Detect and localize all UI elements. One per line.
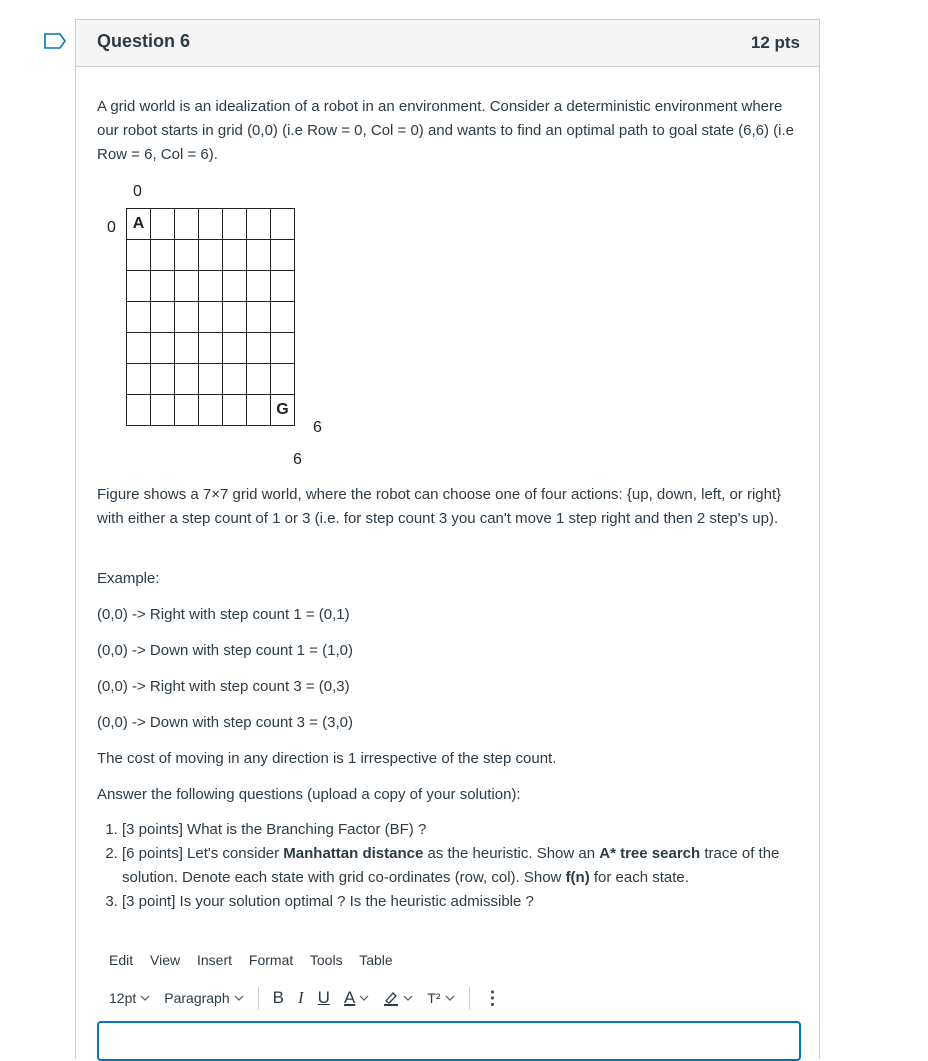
- question-item-2: [122, 842, 834, 890]
- text-color-icon: A: [343, 988, 356, 1007]
- example-line-3: (0,0) -> Right with step count 3 = (0,3): [97, 678, 350, 695]
- menu-view[interactable]: View: [150, 952, 181, 968]
- grid-row: [127, 302, 295, 333]
- grid-row: [127, 364, 295, 395]
- grid-cell: [223, 209, 247, 240]
- grid-cell: [223, 271, 247, 302]
- grid-cell: [223, 302, 247, 333]
- toolbar-divider: [469, 987, 470, 1009]
- grid-cell: [199, 209, 223, 240]
- grid-world-figure: [97, 180, 357, 470]
- question-item-2-bold-manhattan: Manhattan distance: [283, 845, 424, 862]
- chevron-down-icon: [140, 995, 150, 1001]
- grid-cell: [271, 364, 295, 395]
- grid-cell: [247, 240, 271, 271]
- answer-editor[interactable]: [97, 1021, 801, 1061]
- question-item-2-bold-astar: A* tree search: [599, 845, 701, 862]
- grid-row-label-0: 0: [107, 219, 116, 236]
- example-line-4: (0,0) -> Down with step count 3 = (3,0): [97, 714, 353, 731]
- grid-cell: [151, 364, 175, 395]
- grid-cell: [151, 240, 175, 271]
- grid-row: [127, 240, 295, 271]
- chevron-down-icon: [359, 995, 369, 1001]
- more-options-button[interactable]: ⋮: [483, 988, 502, 1008]
- grid-world: [126, 208, 295, 426]
- grid-cell: [223, 333, 247, 364]
- toolbar-divider: [258, 987, 259, 1009]
- question-item-2-text-c: as the heuristic. Show an: [423, 845, 600, 862]
- grid-cell: [271, 209, 295, 240]
- grid-row: [127, 271, 295, 302]
- chevron-down-icon: [234, 995, 244, 1001]
- flag-question-icon[interactable]: [44, 33, 66, 49]
- example-line-2: (0,0) -> Down with step count 1 = (1,0): [97, 642, 353, 659]
- menu-format[interactable]: Format: [248, 952, 294, 968]
- grid-cell: [151, 333, 175, 364]
- grid-cell: [127, 364, 151, 395]
- answer-instructions: Answer the following questions (upload a copy of your solution):: [97, 786, 521, 803]
- question-item-2-bold-fn: f(n): [565, 869, 590, 886]
- underline-button[interactable]: U: [317, 988, 330, 1007]
- chevron-down-icon: [445, 995, 455, 1001]
- grid-cell: [247, 395, 271, 426]
- grid-cell: [175, 395, 199, 426]
- grid-cell: [175, 364, 199, 395]
- editor-menubar: [109, 948, 406, 972]
- superscript-icon: T²: [427, 990, 441, 1006]
- font-size-select[interactable]: [109, 986, 150, 1010]
- grid-cell: [151, 209, 175, 240]
- grid-cell-goal: G: [271, 395, 295, 426]
- italic-button[interactable]: I: [297, 988, 304, 1007]
- question-points: 12 pts: [750, 33, 800, 52]
- question-card: [75, 19, 820, 1059]
- grid-row: [127, 209, 295, 240]
- editor-toolbar: [109, 986, 516, 1010]
- intro-text: A grid world is an idealization of a robot in an environment. Consider a deterministic environment where our robot starts in grid (0,0) (i.e Row = 0, Col = 0) and wants to find an optimal path to goal state (6,6) (i.e Row = 6, Col = 6).: [97, 98, 795, 163]
- menu-table[interactable]: Table: [359, 952, 393, 968]
- grid-cell: [199, 271, 223, 302]
- grid-cell: [199, 395, 223, 426]
- grid-cell: [175, 302, 199, 333]
- question-item-1-text: [3 points] What is the Branching Factor (BF) ?: [122, 821, 427, 838]
- question-list: [97, 818, 834, 914]
- block-format-value: Paragraph: [164, 990, 230, 1006]
- grid-cell: [127, 395, 151, 426]
- grid-cell: [127, 240, 151, 271]
- grid-cell: [271, 240, 295, 271]
- grid-cell: [127, 333, 151, 364]
- grid-cell: [247, 333, 271, 364]
- grid-cell: [151, 302, 175, 333]
- example-line-1: (0,0) -> Right with step count 1 = (0,1): [97, 606, 350, 623]
- example-heading: Example:: [97, 570, 160, 587]
- grid-cell: [175, 240, 199, 271]
- grid-row-label-6: 6: [313, 419, 322, 436]
- grid-cell: [151, 271, 175, 302]
- grid-cell: [271, 333, 295, 364]
- menu-edit[interactable]: Edit: [109, 952, 134, 968]
- grid-cell: [199, 240, 223, 271]
- grid-cell: [247, 271, 271, 302]
- grid-cell: [199, 364, 223, 395]
- grid-cell: [223, 364, 247, 395]
- highlighter-icon: [383, 990, 399, 1006]
- grid-cell: [223, 395, 247, 426]
- grid-col-label-0: 0: [133, 183, 142, 200]
- question-item-1: [122, 818, 834, 842]
- chevron-down-icon: [403, 995, 413, 1001]
- grid-row: [127, 395, 295, 426]
- menu-tools[interactable]: Tools: [309, 952, 343, 968]
- grid-cell-start: A: [127, 209, 151, 240]
- grid-cell: [247, 364, 271, 395]
- superscript-button[interactable]: [427, 986, 454, 1010]
- grid-cell: [247, 302, 271, 333]
- bold-button[interactable]: B: [272, 988, 284, 1007]
- font-size-value: 12pt: [109, 990, 137, 1006]
- grid-cell: [175, 333, 199, 364]
- cost-text: The cost of moving in any direction is 1 irrespective of the step count.: [97, 750, 557, 767]
- grid-cell: [151, 395, 175, 426]
- text-color-button[interactable]: [344, 986, 369, 1010]
- grid-row: [127, 333, 295, 364]
- menu-insert[interactable]: Insert: [197, 952, 233, 968]
- question-item-2-text-g: for each state.: [589, 869, 689, 886]
- grid-col-label-6: 6: [293, 451, 302, 468]
- grid-cell: [271, 302, 295, 333]
- question-title: Question 6: [97, 31, 191, 51]
- question-item-2-text-e: trace of the solution. Denote each state with grid co-ordinates (row, col). Show: [122, 845, 780, 886]
- grid-cell: [127, 302, 151, 333]
- question-item-2-text-a: [6 points] Let's consider: [122, 845, 284, 862]
- grid-cell: [199, 333, 223, 364]
- block-format-select[interactable]: [164, 986, 243, 1010]
- grid-cell: [127, 271, 151, 302]
- question-item-3: [122, 890, 834, 914]
- highlight-color-button[interactable]: [383, 990, 413, 1006]
- question-item-3-text: [3 point] Is your solution optimal ? Is the heuristic admissible ?: [122, 893, 534, 910]
- grid-cell: [199, 302, 223, 333]
- grid-cell: [175, 271, 199, 302]
- grid-cell: [271, 271, 295, 302]
- grid-cell: [247, 209, 271, 240]
- question-header: [76, 20, 819, 67]
- grid-cell: [223, 240, 247, 271]
- grid-cell: [175, 209, 199, 240]
- figure-description: Figure shows a 7×7 grid world, where the robot can choose one of four actions: {up, down, left, or right} with either a step count of 1 or 3 (i.e. for step count 3 you can't move 1 step right and then 2 step's up).: [97, 486, 782, 527]
